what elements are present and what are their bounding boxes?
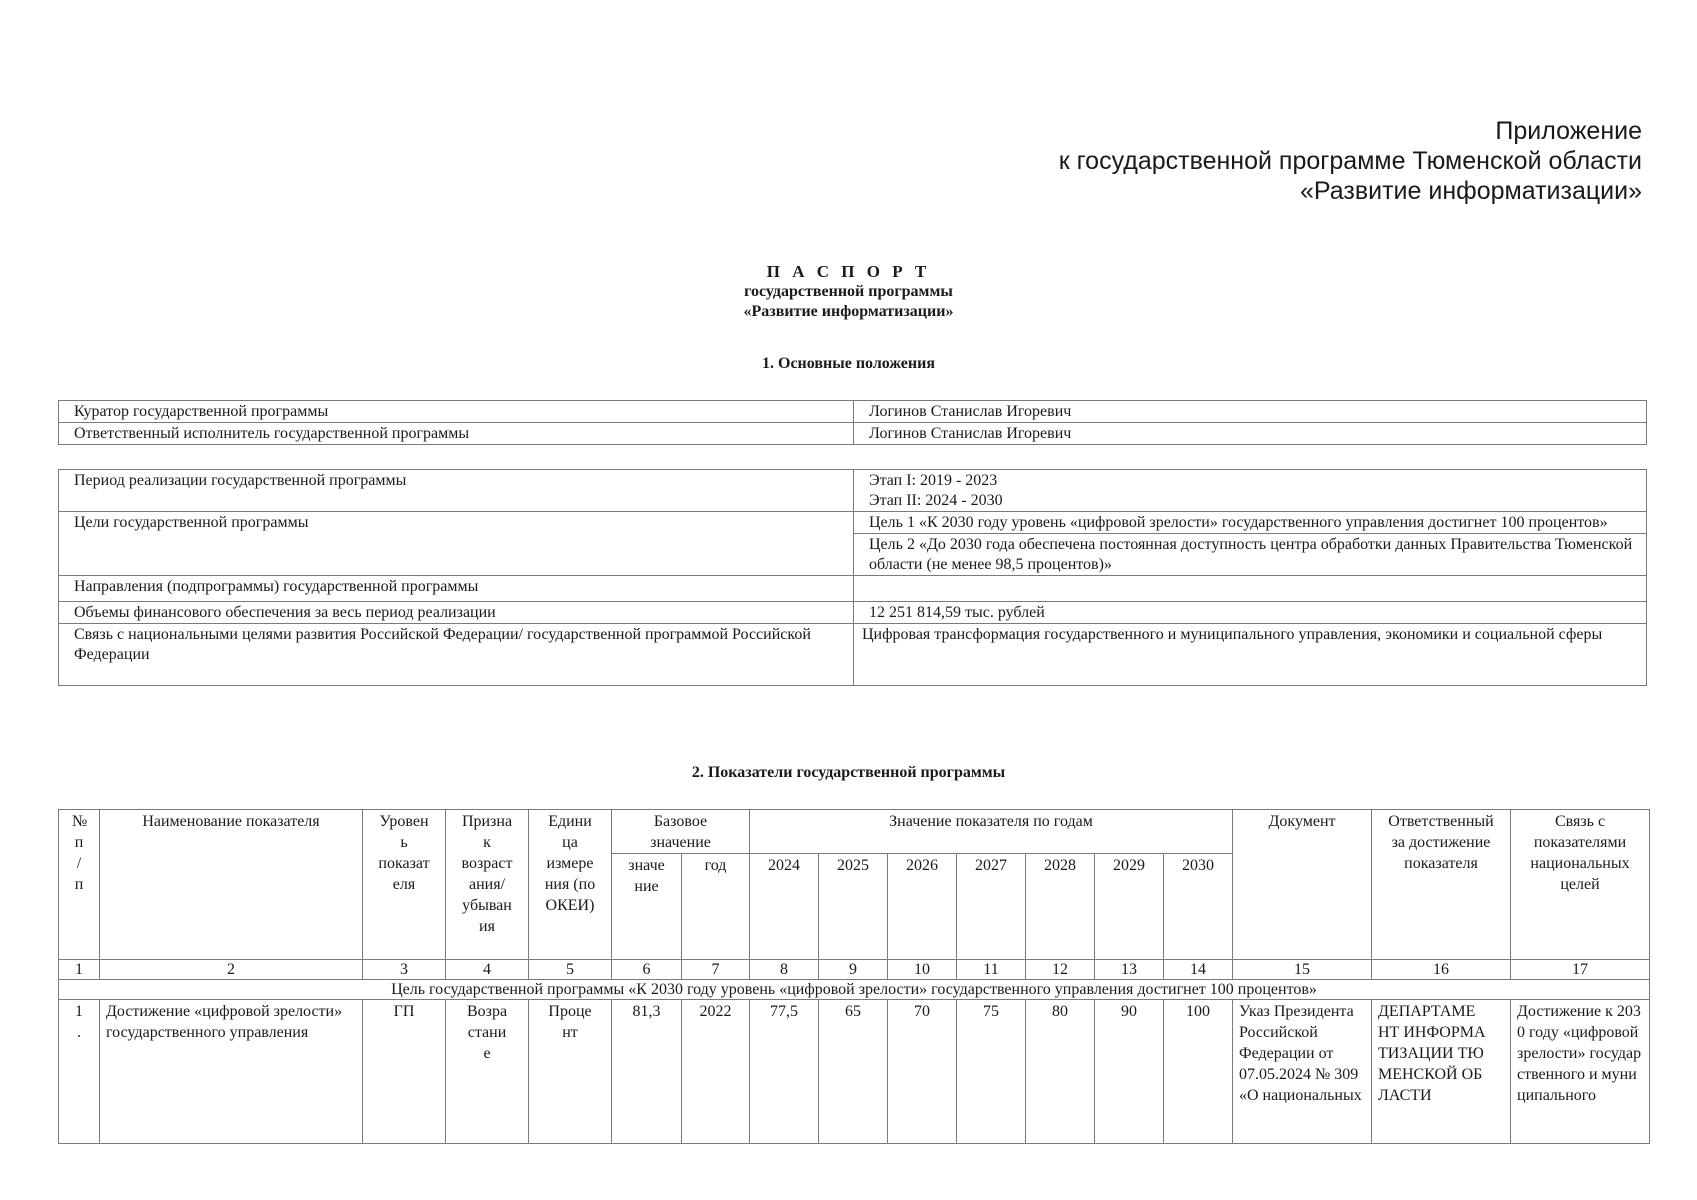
column-number: 10 — [888, 960, 957, 980]
header-base — [612, 810, 750, 854]
directions-label: Направления (подпрограммы) государственной программы — [59, 576, 854, 602]
row-num — [59, 1000, 100, 1144]
header-unit — [529, 810, 612, 960]
period-stage-2: Этап II: 2024 - 2030 — [869, 492, 1003, 509]
appendix-line-3: «Развитие информатизации» — [1300, 177, 1642, 205]
row-num-text: 1 . — [75, 1003, 83, 1041]
table-row — [59, 624, 1647, 686]
row-base-value: 81,3 — [612, 1000, 682, 1144]
row-responsible — [1372, 1000, 1511, 1144]
row-value-2030: 100 — [1164, 1000, 1233, 1144]
header-year-2028: 2028 — [1026, 854, 1095, 960]
table-row — [59, 576, 1647, 602]
goal-row — [59, 980, 1650, 1000]
column-number: 2 — [100, 960, 363, 980]
column-number: 15 — [1233, 960, 1372, 980]
header-year-2024: 2024 — [750, 854, 819, 960]
column-number: 17 — [1511, 960, 1650, 980]
table-row — [59, 470, 1647, 512]
row-link — [1511, 1000, 1650, 1144]
column-number: 4 — [446, 960, 529, 980]
column-numbers-row — [59, 960, 1650, 980]
table-row — [59, 1000, 1650, 1144]
row-unit-text: Процент — [548, 1003, 592, 1041]
row-value-2027: 75 — [957, 1000, 1026, 1144]
goals-label: Цели государственной программы — [59, 512, 854, 576]
header-link — [1511, 810, 1650, 960]
goal-2: Цель 2 «До 2030 года обеспечена постоянная доступность центра обработки данных Правительства Тюменской области (не менее 98,5 процентов)» — [854, 534, 1647, 576]
finance-label: Объемы финансового обеспечения за весь период реализации — [59, 602, 854, 624]
header-level — [363, 810, 446, 960]
row-value-2025: 65 — [819, 1000, 888, 1144]
header-num-text: № п / п — [72, 813, 88, 893]
row-responsible-text: ДЕПАРТАМЕНТ ИНФОРМАТИЗАЦИИ ТЮМЕНСКОЙ ОБЛАСТИ — [1378, 1003, 1486, 1104]
column-number: 8 — [750, 960, 819, 980]
header-years-group: Значение показателя по годам — [750, 810, 1233, 854]
row-document: Указ Президента Российской Федерации от 07.05.2024 № 309 «О национальных — [1233, 1000, 1372, 1144]
header-sign-text: Признак возрастания/ убывания — [461, 813, 513, 935]
period-value — [854, 470, 1647, 512]
passport-subtitle-2: «Развитие информатизации» — [743, 303, 954, 320]
header-base-text: Базовое значение — [650, 813, 711, 851]
header-year-2030: 2030 — [1164, 854, 1233, 960]
link-value: Цифровая трансформация государственного и муниципального управления, экономики и социальной сферы — [854, 624, 1647, 686]
indicators-table — [58, 809, 1650, 1144]
row-value-2028: 80 — [1026, 1000, 1095, 1144]
row-value-2029: 90 — [1095, 1000, 1164, 1144]
header-base-value — [612, 854, 682, 960]
row-name: Достижение «цифровой зрелости» государственного управления — [100, 1000, 363, 1144]
curator-value: Логинов Станислав Игоревич — [854, 401, 1647, 423]
header-level-text: Уровень показателя — [378, 813, 430, 893]
row-level: ГП — [363, 1000, 446, 1144]
directions-value — [854, 576, 1647, 602]
row-link-text: Достижение к 2030 году «цифровой зрелости» государственного и муниципального — [1517, 1003, 1642, 1104]
column-number: 14 — [1164, 960, 1233, 980]
curator-label: Куратор государственной программы — [59, 401, 854, 423]
table-row — [59, 512, 1647, 534]
row-value-2024: 77,5 — [750, 1000, 819, 1144]
table-row — [59, 401, 1647, 423]
table-row — [59, 602, 1647, 624]
goal-1: Цель 1 «К 2030 году уровень «цифровой зрелости» государственного управления достигнет 100 процентов» — [854, 512, 1647, 534]
passport-title-block — [0, 262, 1697, 322]
row-value-2026: 70 — [888, 1000, 957, 1144]
column-number: 5 — [529, 960, 612, 980]
section-2-title: 2. Показатели государственной программы — [691, 764, 1006, 781]
column-number: 11 — [957, 960, 1026, 980]
row-unit — [529, 1000, 612, 1144]
header-name: Наименование показателя — [100, 810, 363, 960]
header-row — [59, 810, 1650, 854]
appendix-line-1: Приложение — [1495, 117, 1642, 145]
row-base-year: 2022 — [682, 1000, 750, 1144]
row-sign-text: Возрастание — [466, 1003, 508, 1062]
column-number: 6 — [612, 960, 682, 980]
header-year-2027: 2027 — [957, 854, 1026, 960]
passport-title: П А С П О Р Т — [766, 262, 931, 281]
curator-table — [58, 400, 1647, 445]
column-number: 7 — [682, 960, 750, 980]
appendix-line-2: к государственной программе Тюменской области — [1058, 147, 1642, 175]
header-responsible — [1372, 810, 1511, 960]
column-number: 1 — [59, 960, 100, 980]
executor-label: Ответственный исполнитель государственной программы — [59, 423, 854, 445]
column-number: 13 — [1095, 960, 1164, 980]
header-year-2025: 2025 — [819, 854, 888, 960]
passport-subtitle-1: государственной программы — [744, 283, 953, 300]
period-stage-1: Этап I: 2019 - 2023 — [869, 472, 998, 489]
goal-row-text: Цель государственной программы «К 2030 году уровень «цифровой зрелости» государственного управления достигнет 100 процентов» — [59, 980, 1650, 1000]
header-base-year: год — [682, 854, 750, 960]
header-responsible-text: Ответственный за достижение показателя — [1388, 813, 1494, 872]
column-number: 3 — [363, 960, 446, 980]
header-base-value-text: значение — [628, 857, 665, 895]
table-row — [59, 423, 1647, 445]
header-link-text: Связь с показателями национальных целей — [1530, 813, 1630, 893]
section-1-title: 1. Основные положения — [762, 355, 935, 372]
appendix-header — [1059, 116, 1642, 206]
row-sign — [446, 1000, 529, 1144]
header-sign — [446, 810, 529, 960]
period-label: Период реализации государственной программы — [59, 470, 854, 512]
header-document: Документ — [1233, 810, 1372, 960]
executor-value: Логинов Станислав Игоревич — [854, 423, 1647, 445]
column-number: 12 — [1026, 960, 1095, 980]
column-number: 16 — [1372, 960, 1511, 980]
finance-value: 12 251 814,59 тыс. рублей — [854, 602, 1647, 624]
main-info-table — [58, 469, 1647, 686]
header-year-2026: 2026 — [888, 854, 957, 960]
link-label: Связь с национальными целями развития Российской Федерации/ государственной программой Российской Федерации — [59, 624, 854, 686]
header-unit-text: Единица измерения (по ОКЕИ) — [544, 813, 596, 914]
header-num — [59, 810, 100, 960]
header-year-2029: 2029 — [1095, 854, 1164, 960]
column-number: 9 — [819, 960, 888, 980]
